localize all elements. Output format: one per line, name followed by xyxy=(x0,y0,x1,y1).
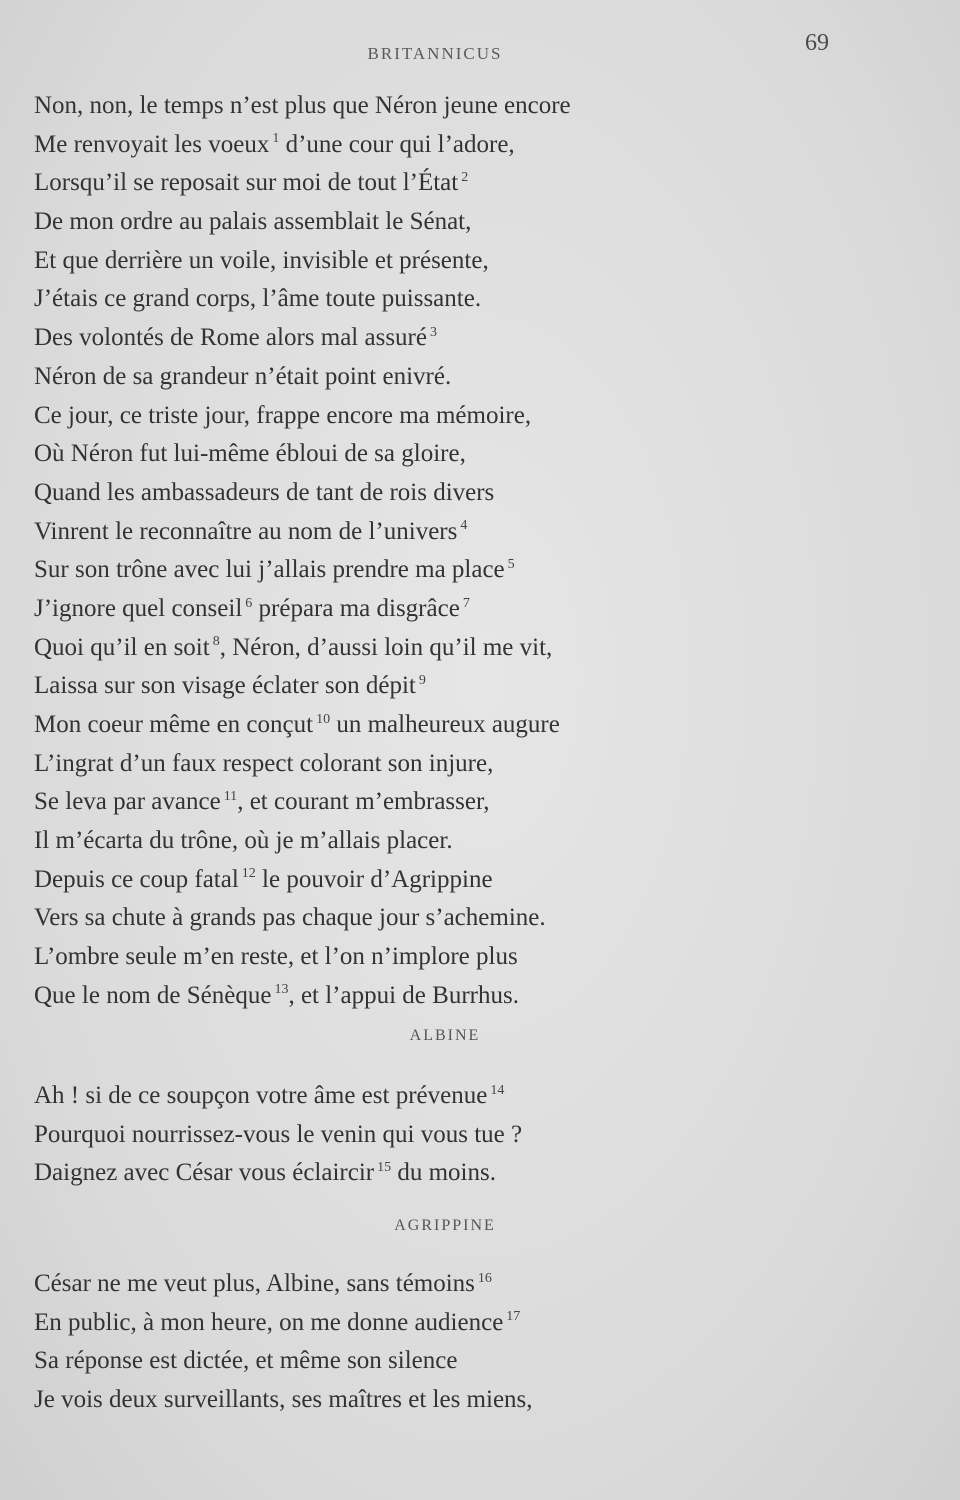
verse-line xyxy=(34,938,914,977)
verse-text: César ne me veut plus, Albine, sans témoins xyxy=(34,1270,475,1297)
footnote-marker: 12 xyxy=(241,866,256,882)
verse-text: Lorsqu’il se reposait sur moi de tout l’État xyxy=(34,169,459,197)
verse-line xyxy=(34,783,914,822)
verse-line xyxy=(34,745,914,784)
verse-text: Ce jour, ce triste jour, frappe encore ma mémoire, xyxy=(34,401,532,429)
speaker-agrippine: AGRIPPINE xyxy=(394,1217,496,1234)
verse-line xyxy=(34,1342,914,1381)
verse-line xyxy=(34,164,914,203)
footnote-marker: 7 xyxy=(462,595,470,611)
verse-text: L’ombre seule m’en reste, et l’on n’implore plus xyxy=(34,943,518,971)
footnote-marker: 14 xyxy=(490,1082,505,1098)
footnote-marker: 16 xyxy=(477,1270,492,1286)
verse-text: L’ingrat d’un faux respect colorant son injure, xyxy=(34,749,494,777)
verse-line xyxy=(34,435,914,474)
verse-text: Daignez avec César vous éclaircir xyxy=(34,1159,375,1187)
footnote-marker: 6 xyxy=(245,595,253,611)
running-title: BRITANNICUS xyxy=(367,44,503,63)
verse-text: Ah ! si de ce soupçon votre âme est prévenue xyxy=(34,1082,488,1109)
verse-text: Mon coeur même en conçut xyxy=(34,711,314,738)
verse-text: Et que derrière un voile, invisible et présente, xyxy=(34,246,489,274)
footnote-marker: 15 xyxy=(377,1160,392,1176)
verse-block-agrippine-2 xyxy=(34,1265,914,1420)
verse-line xyxy=(34,242,914,281)
verse-block-agrippine-1 xyxy=(34,87,914,1016)
verse-line xyxy=(34,1116,914,1155)
verse-line xyxy=(34,861,914,900)
verse-line xyxy=(34,667,914,706)
verse-line xyxy=(34,1304,914,1343)
verse-text-continued: d’une cour qui l’adore, xyxy=(279,130,515,158)
footnote-marker: 11 xyxy=(223,789,238,805)
footnote-marker: 2 xyxy=(461,170,469,186)
verse-text: Je vois deux surveillants, ses maîtres et les miens, xyxy=(34,1386,533,1414)
verse-line xyxy=(34,203,914,242)
verse-line xyxy=(34,706,914,745)
verse-line xyxy=(34,590,914,629)
verse-text: Il m’écarta du trône, où je m’allais placer. xyxy=(34,827,453,855)
verse-text: Laissa sur son visage éclater son dépit xyxy=(34,672,416,700)
verse-text: Sa réponse est dictée, et même son silence xyxy=(34,1347,458,1375)
verse-text: Néron de sa grandeur n’était point enivré. xyxy=(34,362,452,390)
verse-line xyxy=(34,1265,914,1304)
verse-text-continued: , Néron, d’aussi loin qu’il me vit, xyxy=(219,633,553,661)
verse-line xyxy=(34,1154,914,1193)
verse-text: J’étais ce grand corps, l’âme toute puissante. xyxy=(34,285,482,313)
verse-line xyxy=(34,280,914,319)
footnote-marker: 5 xyxy=(507,556,515,572)
footnote-marker: 3 xyxy=(429,324,437,340)
verse-text: J’ignore quel conseil xyxy=(34,594,243,622)
speaker-albine: ALBINE xyxy=(409,1027,481,1044)
verse-text: Quoi qu’il en soit xyxy=(34,633,210,661)
footnote-marker: 13 xyxy=(274,982,289,998)
verse-line xyxy=(34,397,914,436)
verse-text: Quand les ambassadeurs de tant de rois divers xyxy=(34,478,495,506)
verse-text: Sur son trône avec lui j’allais prendre ma place xyxy=(34,556,505,584)
verse-text: Vers sa chute à grands pas chaque jour s’achemine. xyxy=(34,904,546,932)
verse-line xyxy=(34,319,914,358)
verse-line xyxy=(34,899,914,938)
verse-text: Se leva par avance xyxy=(34,788,221,816)
verse-line xyxy=(34,358,914,397)
verse-line xyxy=(34,1077,914,1116)
footnote-marker: 17 xyxy=(506,1309,521,1325)
footnote-marker: 10 xyxy=(316,711,331,727)
verse-text-continued: prépara ma disgrâce xyxy=(252,594,460,622)
verse-text: Où Néron fut lui-même ébloui de sa gloire, xyxy=(34,440,466,468)
verse-line xyxy=(34,822,914,861)
verse-text: Pourquoi nourrissez-vous le venin qui vous tue ? xyxy=(34,1120,523,1148)
verse-line xyxy=(34,474,914,513)
verse-line xyxy=(34,551,914,590)
footnote-marker: 9 xyxy=(418,672,426,688)
verse-text: Que le nom de Sénèque xyxy=(34,981,272,1009)
verse-text: De mon ordre au palais assemblait le Sénat, xyxy=(34,208,472,236)
verse-text: Vinrent le reconnaître au nom de l’univers xyxy=(34,517,458,545)
verse-text-continued: du moins. xyxy=(391,1159,496,1187)
verse-text-continued: , et l’appui de Burrhus. xyxy=(288,981,519,1009)
verse-text-continued: le pouvoir d’Agrippine xyxy=(255,865,493,893)
footnote-marker: 1 xyxy=(272,131,280,147)
verse-line xyxy=(34,126,914,165)
verse-text: En public, à mon heure, on me donne audience xyxy=(34,1308,504,1336)
footnote-marker: 8 xyxy=(212,634,220,650)
verse-line xyxy=(34,87,914,126)
verse-line xyxy=(34,977,914,1016)
verse-text: Depuis ce coup fatal xyxy=(34,865,239,893)
verse-text-continued: , et courant m’embrasser, xyxy=(237,788,490,816)
verse-text: Me renvoyait les voeux xyxy=(34,130,270,158)
verse-block-albine xyxy=(34,1077,914,1193)
verse-text: Des volontés de Rome alors mal assuré xyxy=(34,324,427,352)
page-number: 69 xyxy=(805,30,829,56)
verse-line xyxy=(34,629,914,668)
footnote-marker: 4 xyxy=(460,518,468,534)
verse-text: Non, non, le temps n’est plus que Néron jeune encore xyxy=(34,92,571,119)
verse-text-continued: un malheureux augure xyxy=(330,711,560,738)
verse-line xyxy=(34,513,914,552)
verse-line xyxy=(34,1381,914,1420)
